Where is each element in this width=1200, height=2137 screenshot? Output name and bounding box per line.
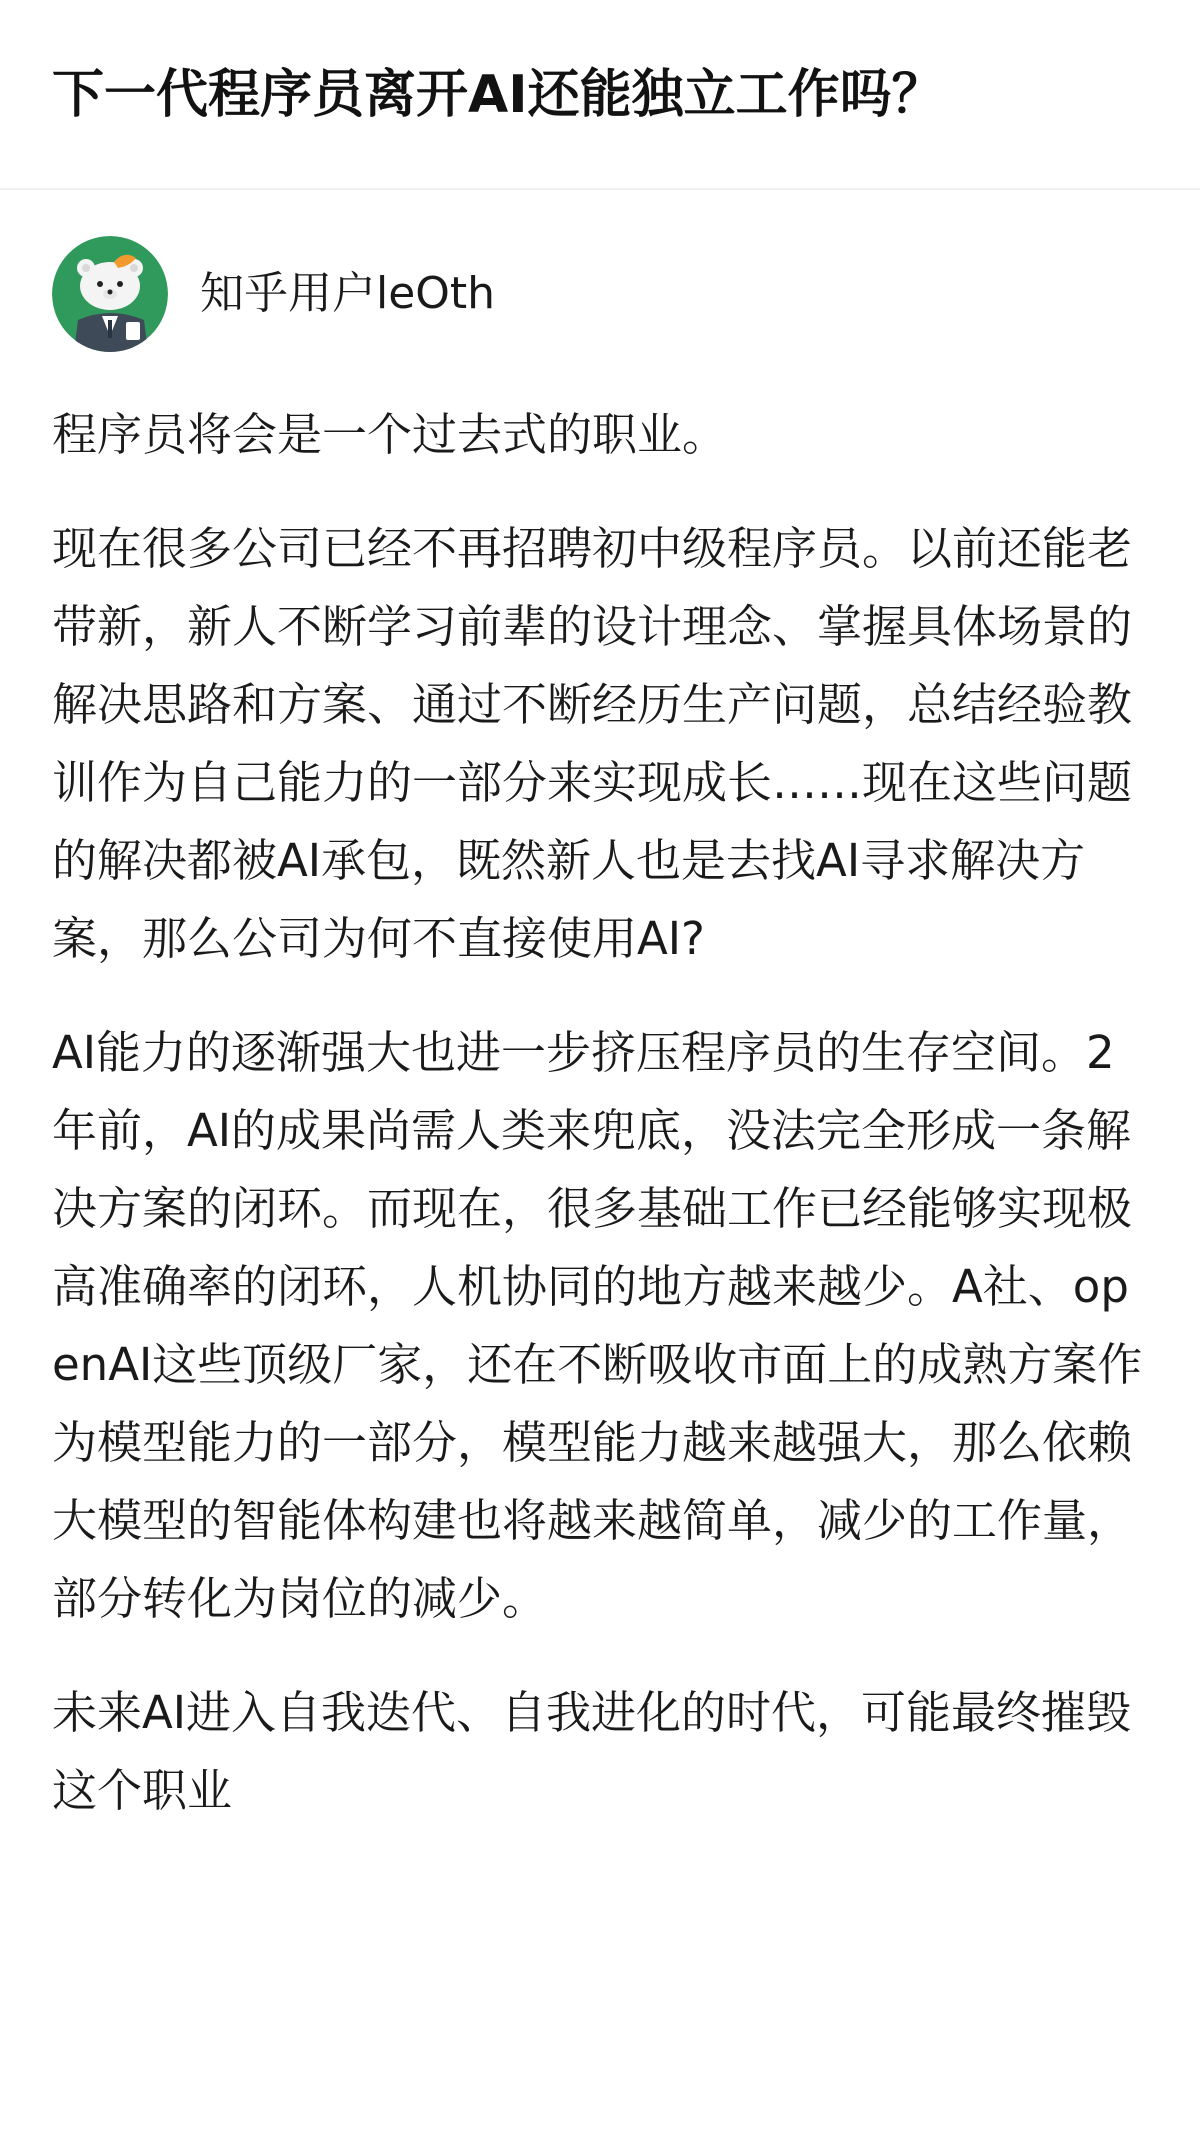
answer-card (0, 190, 1200, 1830)
author-name[interactable]: 知乎用户leOth (200, 268, 496, 319)
question-header (0, 0, 1200, 190)
author-info (52, 236, 1148, 352)
answer-content (52, 396, 1148, 1830)
answer-paragraph: 现在很多公司已经不再招聘初中级程序员。以前还能老带新，新人不断学习前辈的设计理念、掌握具体场景的解决思路和方案、通过不断经历生产问题，总结经验教训作为自己能力的一部分来实现成长……现在这些问题的解决都被AI承包，既然新人也是去找AI寻求解决方案，那么公司为何不直接使用AI? (52, 522, 1133, 965)
answer-paragraph: 未来AI进入自我迭代、自我进化的时代，可能最终摧毁这个职业 (52, 1686, 1132, 1817)
answer-paragraph: 程序员将会是一个过去式的职业。 (52, 408, 728, 461)
question-title[interactable]: 下一代程序员离开AI还能独立工作吗？ (52, 65, 944, 125)
answer-paragraph: AI能力的逐渐强大也进一步挤压程序员的生存空间。2年前，AI的成果尚需人类来兜底，没法完全形成一条解决方案的闭环。而现在，很多基础工作已经能够实现极高准确率的闭环，人机协同的地方越来越少。A社、openAI这些顶级厂家，还在不断吸收市面上的成熟方案作为模型能力的一部分，模型能力越来越强大，那么依赖大模型的智能体构建也将越来越简单，减少的工作量，部分转化为岗位的减少。 (52, 1026, 1143, 1625)
bear-mascot-avatar-icon[interactable] (52, 236, 168, 352)
